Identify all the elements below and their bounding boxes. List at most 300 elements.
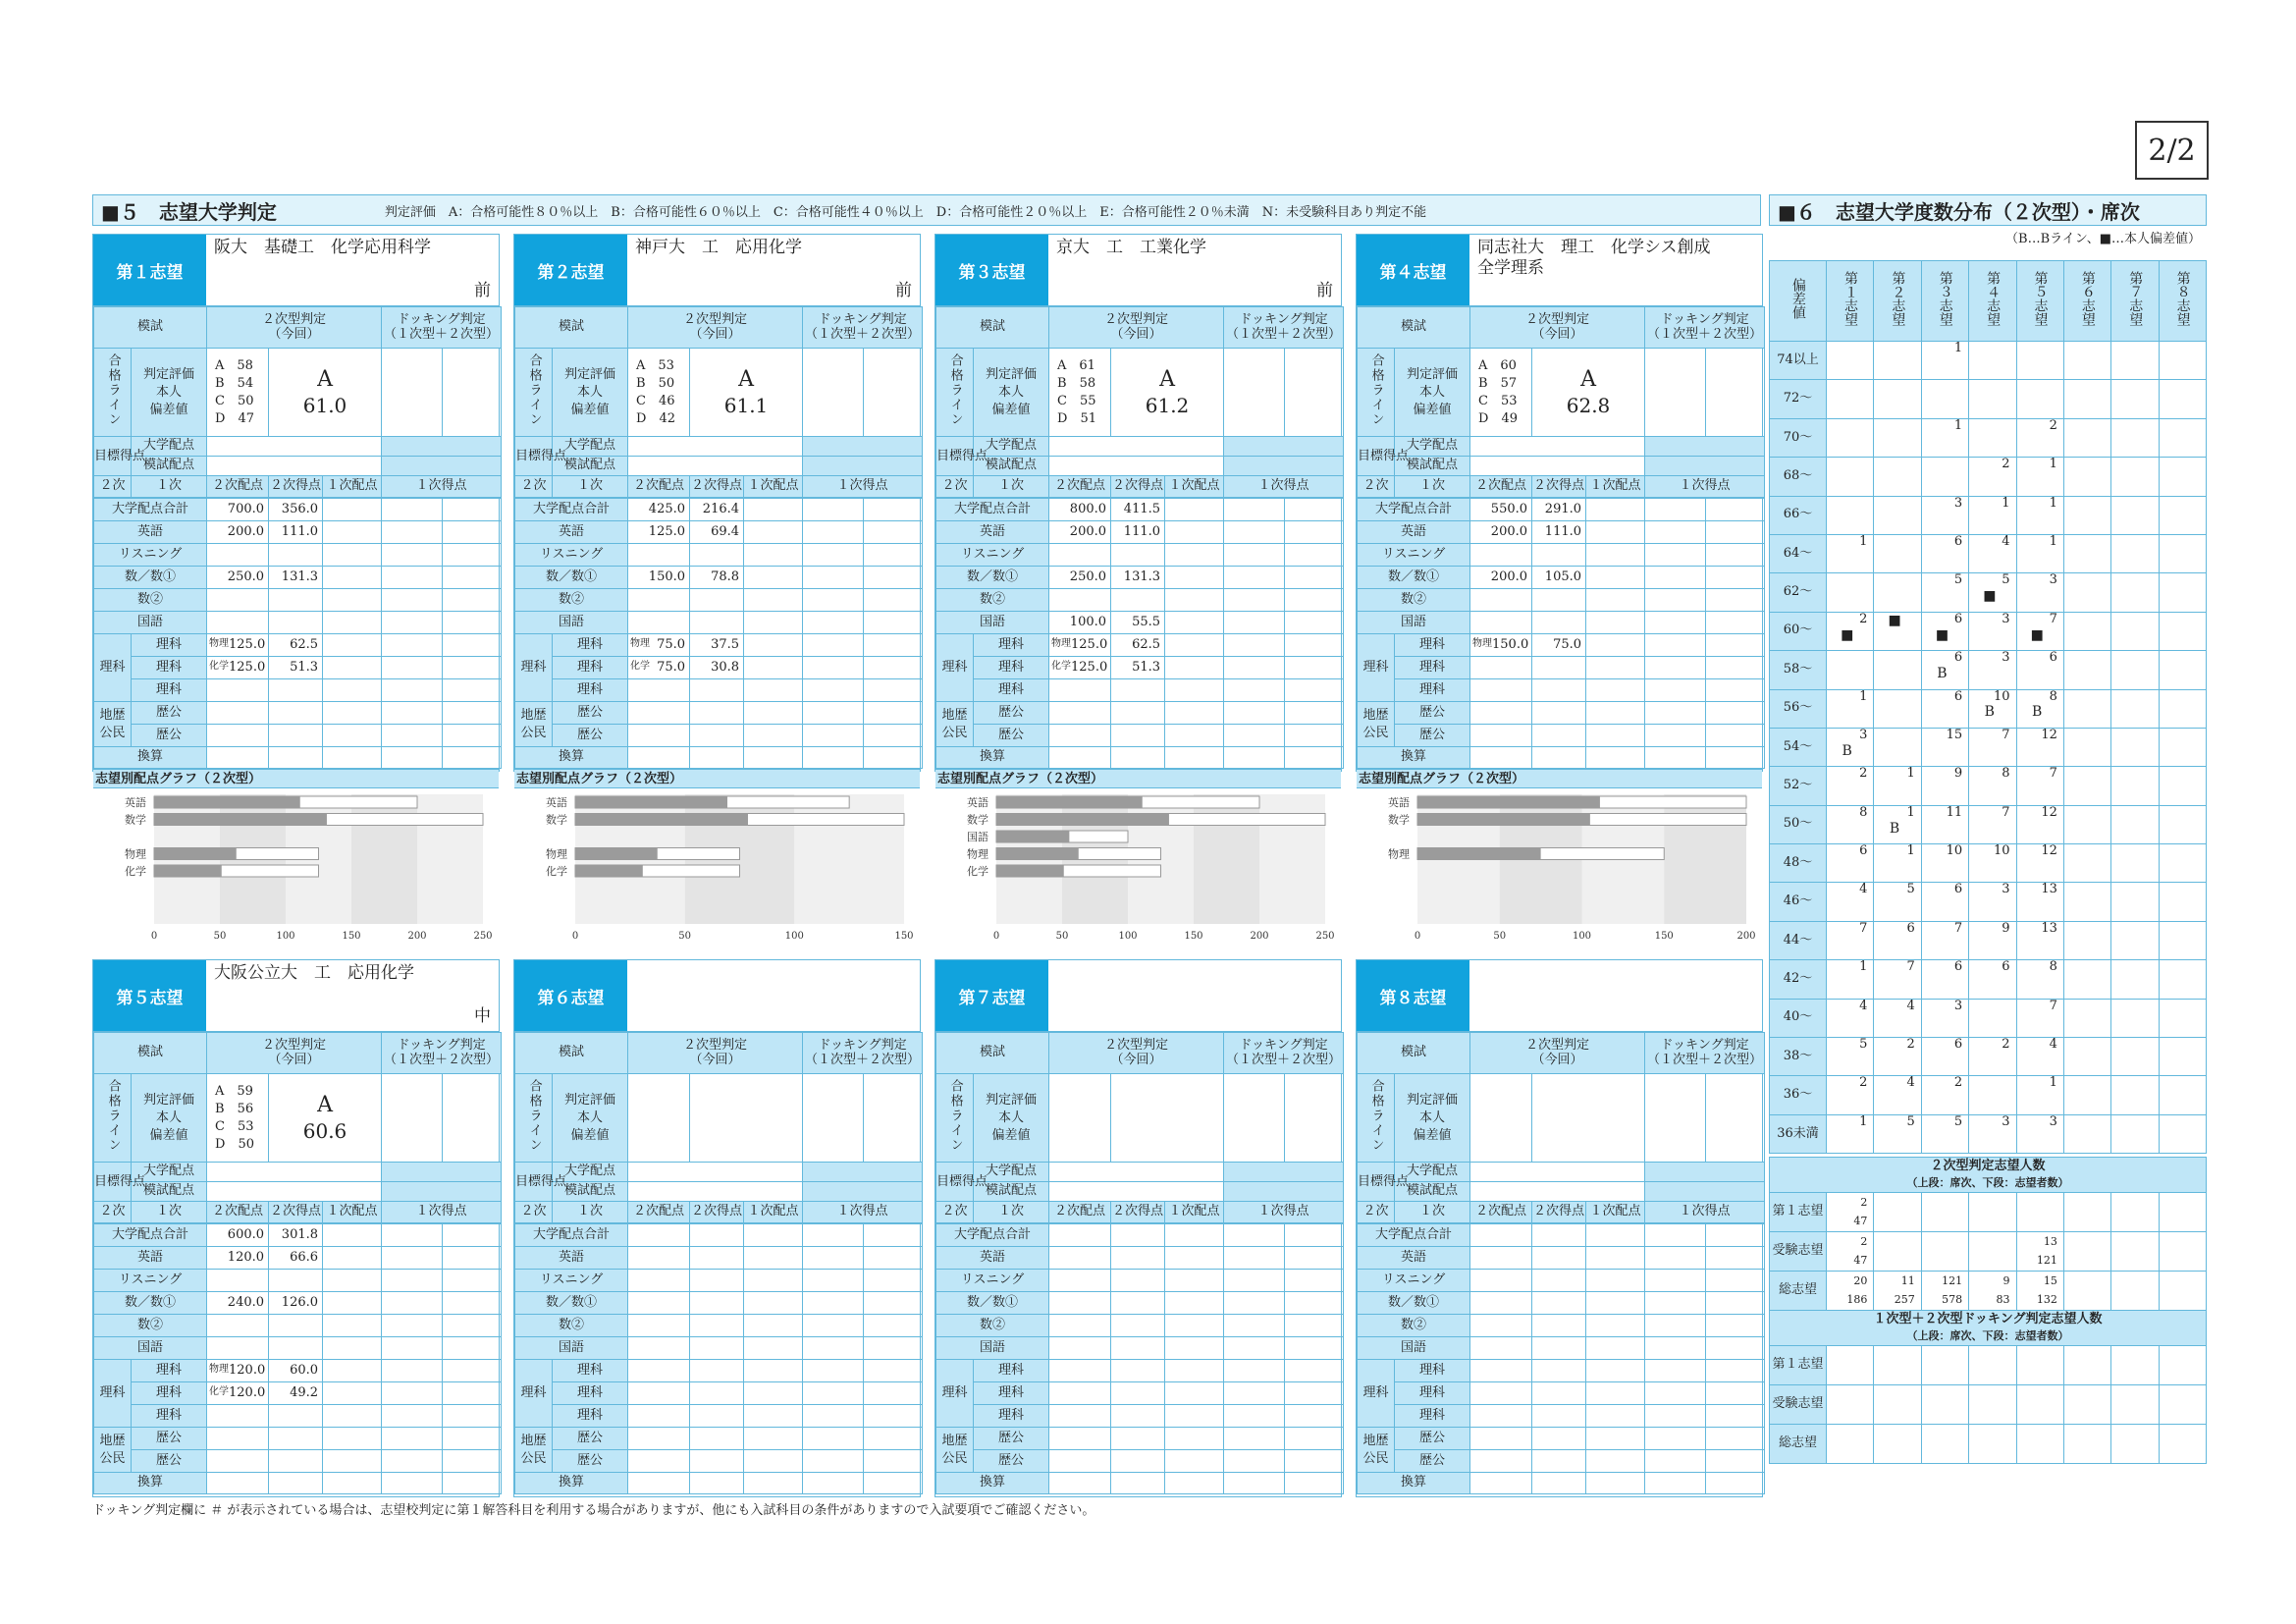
- docking-cell: [2111, 1385, 2159, 1425]
- deviation-band-label: 48～: [1770, 844, 1827, 883]
- dist-cell: [2063, 380, 2110, 418]
- univ-score-label: 大学配点: [974, 1163, 1049, 1182]
- total-points: [1049, 1224, 1111, 1247]
- grade-cell: [269, 1074, 382, 1163]
- total-score: [690, 1224, 744, 1247]
- dist-cell: 4: [2016, 1038, 2063, 1076]
- total-score: [1111, 1224, 1165, 1247]
- x-tick-label: 200: [407, 931, 427, 942]
- x-tick-label: 100: [276, 931, 295, 942]
- docking-header: ドッキング判定 （１次型＋２次型）: [1224, 1033, 1344, 1074]
- dist-cell: [1874, 534, 1921, 572]
- moshi-header: 模試: [94, 1033, 207, 1074]
- choice-col-header: 第３志望: [1921, 261, 1968, 342]
- math1-score: [690, 1292, 744, 1315]
- count-cell: 20 186: [1827, 1272, 1874, 1311]
- math1-points: [1470, 1292, 1532, 1315]
- target-score-label: 目標得点: [94, 1163, 132, 1202]
- mock-score-label: 模試配点: [974, 457, 1049, 476]
- choice-card-6: 第６志望 模試 ２次型判定 （今回） ドッキング判定 （１次型＋２次型） 合格ライン 判定評価 本人 偏差値 目標得点 大学配点 模試配点 ２次 １次 ２次配点 ２次得点 １次配点 １次得点 大学配点合計 英語 リスニング 数／数① 数② 国語 理科 理科 理科 理科 地歴公民 歴公 歴公 換算: [513, 959, 921, 1497]
- total-score: 356.0: [269, 499, 323, 521]
- deviation-band-label: 40～: [1770, 999, 1827, 1037]
- category-label: 英語: [1388, 796, 1410, 809]
- category-label: 数学: [1388, 813, 1410, 827]
- dist-cell: [2159, 805, 2206, 843]
- count-cell: [1969, 1232, 2016, 1272]
- dist-cell: [1969, 418, 2016, 457]
- score-chart: [1357, 788, 1762, 950]
- dist-cell: [1969, 1076, 2016, 1114]
- university-name: [1469, 960, 1762, 1031]
- dist-cell: 6: [1921, 1038, 1968, 1076]
- choice-rank: 第４志望: [1357, 235, 1469, 305]
- dist-cell: 2 ■: [1827, 612, 1874, 650]
- docking-cell: [2016, 1425, 2063, 1464]
- deviation-band-label: 38～: [1770, 1038, 1827, 1076]
- bar-score: [575, 814, 748, 826]
- dist-cell: 9: [1969, 921, 2016, 959]
- dist-cell: [2063, 689, 2110, 728]
- grade-legend: 判定評価 A：合格可能性８０％以上 B：合格可能性６０％以上 C：合格可能性４０％以上 D：合格可能性２０％以上 E：合格可能性２０％未満 N：未受験科目あり判定不能: [384, 204, 1427, 220]
- english-points: [1470, 1247, 1532, 1270]
- docking-header: ドッキング判定 （１次型＋２次型）: [1645, 307, 1765, 349]
- eval-labels: 判定評価 本人 偏差値: [1395, 349, 1470, 437]
- grade-cell: [1111, 349, 1224, 437]
- dist-cell: 5: [1921, 1114, 1968, 1153]
- dist-cell: [1874, 728, 1921, 766]
- dist-cell: [1874, 612, 1921, 650]
- math1-points: 200.0: [1470, 567, 1532, 589]
- dist-cell: 6: [2016, 651, 2063, 689]
- pass-line-label: 合格ライン: [515, 349, 553, 437]
- dist-cell: [2063, 1076, 2110, 1114]
- dist-cell: [2159, 960, 2206, 999]
- dist-cell: 10 B: [1969, 689, 2016, 728]
- dist-cell: 4: [1874, 999, 1921, 1037]
- dist-cell: [2111, 728, 2159, 766]
- dist-cell: 3: [1969, 651, 2016, 689]
- exam-schedule: 前: [895, 280, 912, 300]
- niji-judge-header: ２次型判定 （今回）: [1470, 307, 1645, 349]
- japanese-points: 100.0: [1049, 612, 1111, 634]
- pass-lines: A 58 B 54 C 50 D 47: [207, 349, 269, 437]
- bar-score: [154, 796, 300, 808]
- deviation-header: 偏差値: [1770, 261, 1827, 342]
- pass-line-label: 合格ライン: [94, 349, 132, 437]
- dist-cell: 7 ■: [2016, 612, 2063, 650]
- dist-cell: 8 B: [2016, 689, 2063, 728]
- dist-cell: 8: [2016, 960, 2063, 999]
- deviation-value: 62.8: [1566, 393, 1611, 417]
- dist-cell: [2159, 342, 2206, 380]
- count-cell: 11 257: [1874, 1272, 1921, 1311]
- total-score: 301.8: [269, 1224, 323, 1247]
- pass-line-label: 合格ライン: [515, 1074, 553, 1163]
- choice-rank: 第１志望: [93, 235, 206, 305]
- dist-cell: 7: [1921, 921, 1968, 959]
- grade-cell: [1532, 1074, 1645, 1163]
- university-label: 阪大 基礎工 化学応用科学: [214, 238, 431, 257]
- english-points: 200.0: [1049, 521, 1111, 544]
- dist-cell: [2063, 458, 2110, 496]
- university-label: 大阪公立大 工 応用化学: [214, 963, 414, 983]
- bar-score: [996, 814, 1169, 826]
- docking-cell: [2111, 1425, 2159, 1464]
- eval-labels: 判定評価 本人 偏差値: [1395, 1074, 1470, 1163]
- x-tick-label: 50: [1055, 931, 1069, 942]
- dist-cell: 12: [2016, 728, 2063, 766]
- dist-cell: [1874, 573, 1921, 612]
- x-tick-label: 150: [1184, 931, 1203, 942]
- mock-score-label: 模試配点: [553, 457, 628, 476]
- page-number: 2/2: [2135, 121, 2209, 180]
- dist-cell: [2111, 496, 2159, 534]
- count-cell: [2111, 1272, 2159, 1311]
- moshi-header: 模試: [515, 1033, 628, 1074]
- dist-cell: [2063, 612, 2110, 650]
- dist-cell: [2063, 342, 2110, 380]
- dist-cell: [2111, 1114, 2159, 1153]
- dist-cell: 3: [1969, 612, 2016, 650]
- dist-cell: [2063, 921, 2110, 959]
- dist-marker: ■: [1935, 626, 1949, 643]
- math1-score: 131.3: [1111, 567, 1165, 589]
- choice-rank: 第７志望: [935, 960, 1048, 1031]
- dist-cell: 7: [1969, 728, 2016, 766]
- english-score: 111.0: [269, 521, 323, 544]
- dist-cell: [1874, 342, 1921, 380]
- dist-cell: [2063, 573, 2110, 612]
- dist-cell: [2159, 534, 2206, 572]
- dist-cell: [1827, 651, 1874, 689]
- moshi-header: 模試: [515, 307, 628, 349]
- docking-row-label: 総志望: [1770, 1425, 1827, 1464]
- total-score: 216.4: [690, 499, 744, 521]
- grade-value: A: [317, 1092, 333, 1117]
- category-label: 国語: [967, 831, 988, 843]
- dist-cell: 1: [2016, 1076, 2063, 1114]
- dist-cell: [1827, 418, 1874, 457]
- dist-cell: 5 ■: [1969, 573, 2016, 612]
- pass-line-label: 合格ライン: [936, 1074, 974, 1163]
- grade-cell: [269, 349, 382, 437]
- japanese-points: [1470, 1337, 1532, 1360]
- dist-cell: [1874, 651, 1921, 689]
- dist-cell: [2063, 418, 2110, 457]
- univ-score-label: 大学配点: [553, 437, 628, 457]
- dist-cell: [2063, 999, 2110, 1037]
- dist-cell: [2111, 534, 2159, 572]
- dist-cell: [1921, 380, 1968, 418]
- dist-cell: 3: [1921, 496, 1968, 534]
- dist-cell: [2111, 689, 2159, 728]
- math1-score: 131.3: [269, 567, 323, 589]
- docking-header: ドッキング判定 （１次型＋２次型）: [382, 1033, 502, 1074]
- math1-score: [1532, 1292, 1586, 1315]
- dist-cell: [1827, 380, 1874, 418]
- dist-cell: 7: [2016, 767, 2063, 805]
- niji-judge-header: ２次型判定 （今回）: [1049, 1033, 1224, 1074]
- mock-score-label: 模試配点: [974, 1182, 1049, 1202]
- japanese-points: [628, 612, 690, 634]
- dist-cell: 6: [1921, 883, 1968, 921]
- graph-title: 志望別配点グラフ（２次型）: [1357, 769, 1762, 788]
- grade-cell: [690, 349, 803, 437]
- bar-score: [996, 831, 1069, 842]
- dist-cell: 5: [1921, 573, 1968, 612]
- dist-cell: [2159, 612, 2206, 650]
- university-name: [206, 960, 499, 1031]
- japanese-points: [207, 612, 269, 634]
- score-chart: [514, 788, 920, 950]
- deviation-band-label: 64～: [1770, 534, 1827, 572]
- japanese-points: [1470, 612, 1532, 634]
- dist-cell: 4: [1827, 999, 1874, 1037]
- english-score: [1532, 1247, 1586, 1270]
- x-tick-label: 50: [213, 931, 227, 942]
- choice-rank: 第２志望: [514, 235, 627, 305]
- dist-marker: B: [1984, 704, 1995, 721]
- moshi-header: 模試: [936, 307, 1049, 349]
- docking-cell: [1969, 1346, 2016, 1385]
- total-points: 550.0: [1470, 499, 1532, 521]
- docking-cell: [1874, 1425, 1921, 1464]
- university-name: [627, 960, 920, 1031]
- dist-cell: [2063, 1038, 2110, 1076]
- bar-score: [154, 848, 237, 860]
- total-score: 411.5: [1111, 499, 1165, 521]
- docking-row-label: 受験志望: [1770, 1385, 1827, 1425]
- mock-score-label: 模試配点: [132, 1182, 207, 1202]
- dist-cell: [2159, 418, 2206, 457]
- univ-score-label: 大学配点: [1395, 437, 1470, 457]
- score-chart: [935, 788, 1341, 950]
- count-cell: 121 578: [1921, 1272, 1968, 1311]
- count-cell: [2159, 1272, 2206, 1311]
- grade-value: A: [738, 366, 754, 392]
- category-label: 数学: [125, 813, 146, 827]
- docking-cell: [1827, 1425, 1874, 1464]
- pass-line-label: 合格ライン: [1358, 349, 1395, 437]
- niji-judge-header: ２次型判定 （今回）: [207, 1033, 382, 1074]
- dist-cell: [2111, 805, 2159, 843]
- count-cell: [1921, 1232, 1968, 1272]
- dist-cell: 5: [1874, 883, 1921, 921]
- dist-marker: B: [1937, 666, 1948, 682]
- pass-lines: A 61 B 58 C 55 D 51: [1049, 349, 1111, 437]
- deviation-band-label: 56～: [1770, 689, 1827, 728]
- grade-value: A: [317, 366, 333, 392]
- docking-header: ドッキング判定 （１次型＋２次型）: [803, 307, 923, 349]
- dist-cell: [2111, 1076, 2159, 1114]
- dist-cell: [1969, 999, 2016, 1037]
- x-tick-label: 150: [1654, 931, 1674, 942]
- deviation-band-label: 52～: [1770, 767, 1827, 805]
- choice-card-7: 第７志望 模試 ２次型判定 （今回） ドッキング判定 （１次型＋２次型） 合格ライン 判定評価 本人 偏差値 目標得点 大学配点 模試配点 ２次 １次 ２次配点 ２次得点 １次配点 １次得点 大学配点合計 英語 リスニング 数／数① 数② 国語 理科 理科 理科 理科 地歴公民 歴公 歴公 換算: [934, 959, 1342, 1497]
- category-label: 数学: [967, 813, 988, 827]
- footnote: ドッキング判定欄に ＃ が表示されている場合は、志望校判定に第１解答科目を利用する場合がありますが、他にも入試科目の条件がありますので入試要項でご確認ください。: [92, 1503, 1095, 1518]
- dist-cell: [2063, 844, 2110, 883]
- dist-cell: [2111, 999, 2159, 1037]
- dist-cell: [2111, 342, 2159, 380]
- japanese-points: [628, 1337, 690, 1360]
- bar-score: [575, 796, 727, 808]
- docking-cell: [2063, 1425, 2110, 1464]
- distribution-table: [1769, 260, 2207, 1154]
- dist-cell: [2111, 921, 2159, 959]
- choice-rank: 第８志望: [1357, 960, 1469, 1031]
- university-label: 京大 工 工業化学: [1056, 238, 1206, 257]
- dist-cell: [2111, 960, 2159, 999]
- japanese-points: [1049, 1337, 1111, 1360]
- count-cell: [2111, 1193, 2159, 1232]
- dist-cell: [2111, 458, 2159, 496]
- eval-labels: 判定評価 本人 偏差値: [553, 349, 628, 437]
- docking-cell: [1921, 1385, 1968, 1425]
- total-score: 291.0: [1532, 499, 1586, 521]
- mock-score-label: 模試配点: [132, 457, 207, 476]
- eval-labels: 判定評価 本人 偏差値: [974, 1074, 1049, 1163]
- choice-col-header: 第８志望: [2159, 261, 2206, 342]
- english-points: 200.0: [207, 521, 269, 544]
- docking-cell: [1921, 1346, 1968, 1385]
- deviation-band-label: 36未満: [1770, 1114, 1827, 1153]
- score-chart: [93, 788, 499, 950]
- dist-cell: [1827, 342, 1874, 380]
- graph-title: 志望別配点グラフ（２次型）: [514, 769, 920, 788]
- docking-header: ドッキング判定 （１次型＋２次型）: [803, 1033, 923, 1074]
- dist-cell: [2159, 1076, 2206, 1114]
- docking-cell: [2159, 1425, 2206, 1464]
- bar-score: [154, 865, 222, 877]
- category-label: 英語: [546, 796, 567, 809]
- docking-header: ドッキング判定 （１次型＋２次型）: [1645, 1033, 1765, 1074]
- category-label: 化学: [546, 865, 567, 878]
- bar-score: [1417, 814, 1590, 826]
- deviation-band-label: 54～: [1770, 728, 1827, 766]
- dist-cell: 2: [2016, 418, 2063, 457]
- grade-cell: [1111, 1074, 1224, 1163]
- bar-score: [1417, 848, 1541, 860]
- dist-cell: 6: [1921, 689, 1968, 728]
- dist-cell: 4: [1969, 534, 2016, 572]
- count-cell: [1874, 1232, 1921, 1272]
- docking-cell: [2159, 1385, 2206, 1425]
- english-score: [1111, 1247, 1165, 1270]
- deviation-band-label: 44～: [1770, 921, 1827, 959]
- dist-cell: [2063, 728, 2110, 766]
- docking-cell: [1921, 1425, 1968, 1464]
- english-score: [690, 1247, 744, 1270]
- dist-cell: 1 B: [1874, 805, 1921, 843]
- x-tick-label: 100: [1572, 931, 1592, 942]
- dist-cell: [2159, 999, 2206, 1037]
- x-tick-label: 200: [1736, 931, 1756, 942]
- total-points: 800.0: [1049, 499, 1111, 521]
- dist-cell: 6: [1921, 960, 1968, 999]
- dist-marker: ■: [1841, 626, 1854, 643]
- dist-cell: [2063, 767, 2110, 805]
- dist-cell: [1969, 342, 2016, 380]
- category-label: 物理: [546, 847, 567, 861]
- eval-labels: 判定評価 本人 偏差値: [132, 1074, 207, 1163]
- dist-cell: [1969, 380, 2016, 418]
- deviation-band-label: 36～: [1770, 1076, 1827, 1114]
- category-label: 物理: [1388, 847, 1410, 861]
- count-cell: [2016, 1193, 2063, 1232]
- bar-score: [1417, 796, 1600, 808]
- total-points: [628, 1224, 690, 1247]
- deviation-band-label: 58～: [1770, 651, 1827, 689]
- docking-cell: [2159, 1346, 2206, 1385]
- math1-points: 250.0: [207, 567, 269, 589]
- math1-score: 105.0: [1532, 567, 1586, 589]
- deviation-band-label: 60～: [1770, 612, 1827, 650]
- university-label: 神戸大 工 応用化学: [635, 238, 802, 257]
- category-label: 化学: [125, 865, 146, 878]
- dist-cell: 2: [1921, 1076, 1968, 1114]
- dist-cell: [1827, 573, 1874, 612]
- dist-cell: [2063, 960, 2110, 999]
- dist-cell: [2159, 921, 2206, 959]
- choice-rank: 第５志望: [93, 960, 206, 1031]
- exam-schedule: 前: [1316, 280, 1333, 300]
- deviation-value: 61.1: [723, 393, 769, 417]
- dist-cell: [2111, 380, 2159, 418]
- grade-value: A: [1580, 366, 1596, 392]
- moshi-header: 模試: [1358, 1033, 1470, 1074]
- dist-cell: 6: [1921, 534, 1968, 572]
- deviation-band-label: 74以上: [1770, 342, 1827, 380]
- target-score-label: 目標得点: [515, 437, 553, 476]
- count-cell: 9 83: [1969, 1272, 2016, 1311]
- niji-judge-header: ２次型判定 （今回）: [628, 307, 803, 349]
- dist-cell: [1874, 418, 1921, 457]
- dist-cell: 2: [1874, 1038, 1921, 1076]
- category-label: 物理: [967, 847, 988, 861]
- dist-cell: 5: [1827, 1038, 1874, 1076]
- choice-col-header: 第４志望: [1969, 261, 2016, 342]
- english-score: 111.0: [1111, 521, 1165, 544]
- choice-rank: 第３志望: [935, 235, 1048, 305]
- math1-points: 250.0: [1049, 567, 1111, 589]
- dist-cell: 3: [1921, 999, 1968, 1037]
- dist-cell: [2159, 767, 2206, 805]
- dist-cell: [2111, 767, 2159, 805]
- bar-score: [575, 848, 658, 860]
- dist-cell: 12: [2016, 805, 2063, 843]
- dist-cell: 3 B: [1827, 728, 1874, 766]
- dist-cell: 4: [1874, 1076, 1921, 1114]
- pass-lines: [628, 1074, 690, 1163]
- moshi-header: 模試: [1358, 307, 1470, 349]
- count-cell: 2 47: [1827, 1232, 1874, 1272]
- graph-title: 志望別配点グラフ（２次型）: [935, 769, 1341, 788]
- dist-cell: 5: [1874, 1114, 1921, 1153]
- dist-marker: B: [1842, 742, 1852, 759]
- exam-schedule: 前: [474, 280, 491, 300]
- target-score-label: 目標得点: [94, 437, 132, 476]
- math1-points: 150.0: [628, 567, 690, 589]
- section6-title: ■６ 志望大学度数分布（２次型）・席次: [1769, 194, 2207, 226]
- deviation-band-label: 62～: [1770, 573, 1827, 612]
- mock-score-label: 模試配点: [1395, 457, 1470, 476]
- dist-cell: 3: [1969, 883, 2016, 921]
- english-points: [1049, 1247, 1111, 1270]
- univ-score-label: 大学配点: [1395, 1163, 1470, 1182]
- count-cell: [1874, 1193, 1921, 1232]
- deviation-band-label: 46～: [1770, 883, 1827, 921]
